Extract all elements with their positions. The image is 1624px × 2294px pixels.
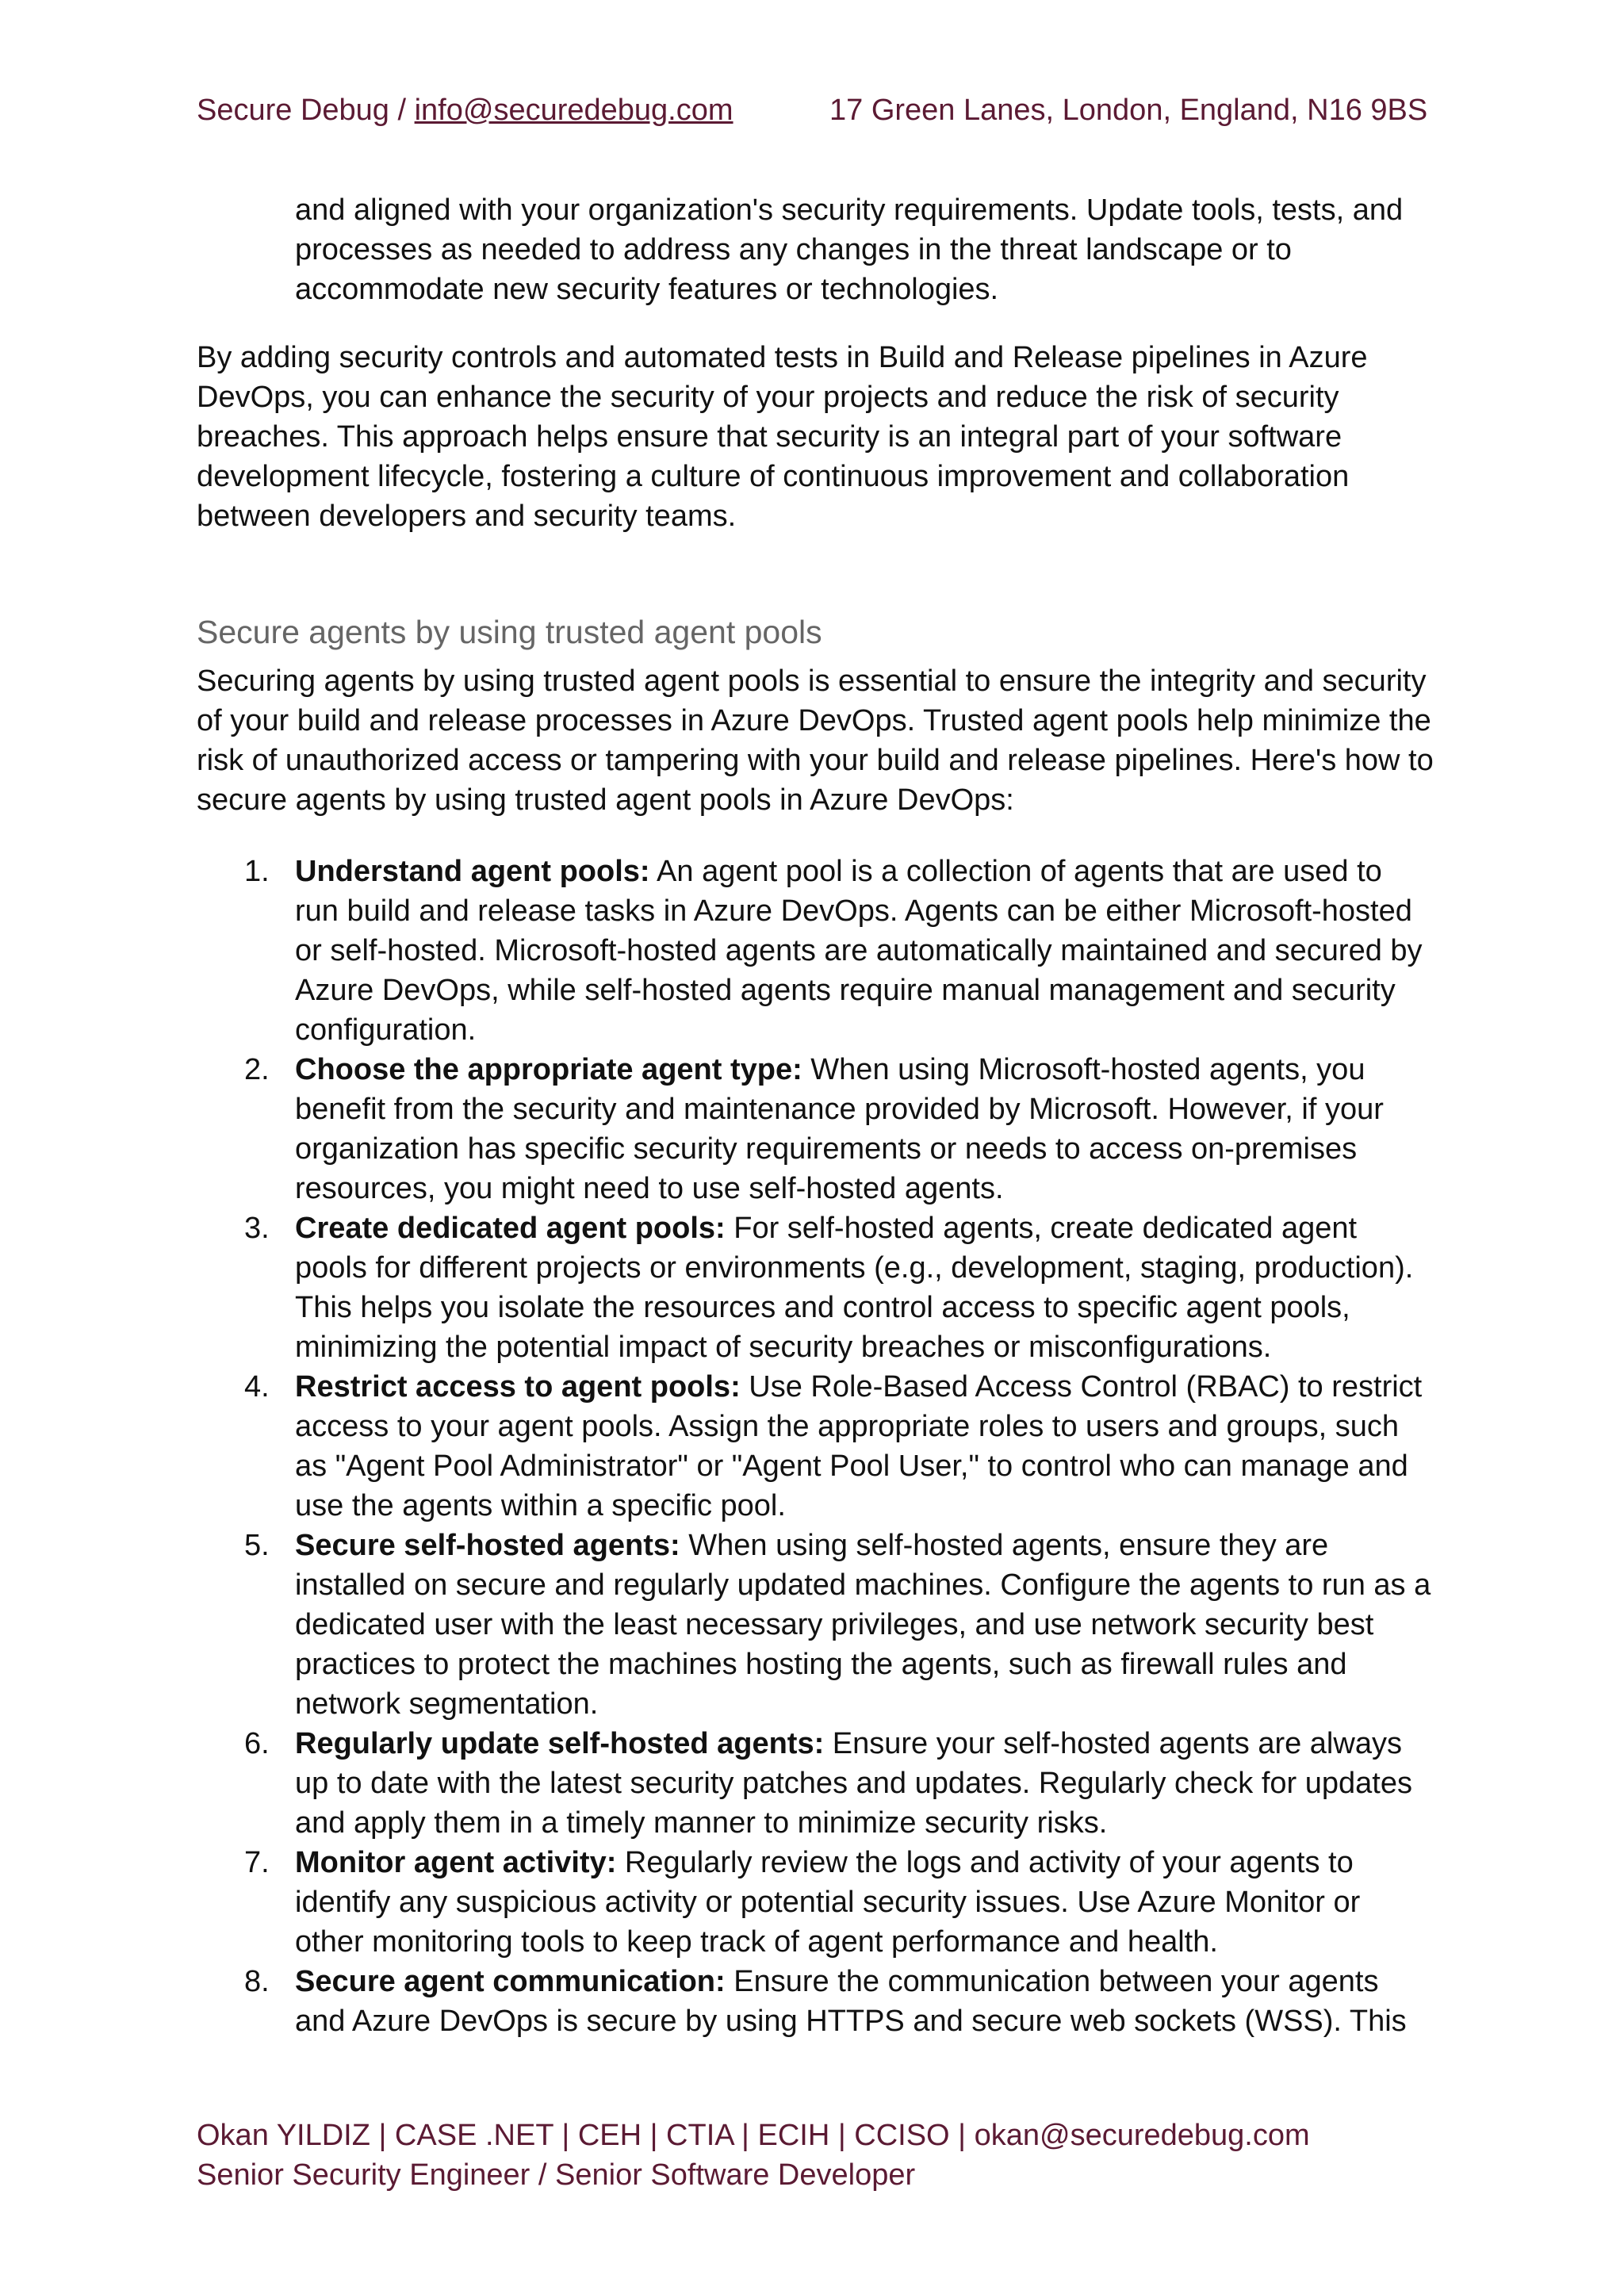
list-term: Secure self-hosted agents:	[295, 1529, 680, 1562]
page-header	[197, 94, 1427, 141]
list-item	[197, 1526, 1434, 1724]
document-body	[197, 190, 1434, 2041]
header-email-link[interactable]: info@securedebug.com	[414, 94, 733, 127]
list-number: 4.	[244, 1370, 270, 1404]
list-text: When using self-hosted agents, ensure they are installed on secure and regularly updated machines. Configure the agents to run as a dedicated user with the least necessary privileges, and use network security best practices to protect the machines hosting the agents, such as firewall rules and network segmentation.	[295, 1529, 1431, 1721]
list-term: Secure agent communication:	[295, 1965, 726, 1998]
list-number: 6.	[244, 1727, 270, 1760]
list-term: Monitor agent activity:	[295, 1846, 617, 1879]
list-item	[197, 1367, 1434, 1526]
list-number: 7.	[244, 1846, 270, 1879]
list-number: 2.	[244, 1053, 270, 1086]
list-number: 1.	[244, 855, 270, 888]
list-number: 3.	[244, 1212, 270, 1245]
list-number: 5.	[244, 1529, 270, 1562]
list-text: Ensure your self-hosted agents are always up to date with the latest security patches and updates. Regularly check for updates and apply them in a timely manner to minimize security risks.	[295, 1727, 1412, 1840]
list-item	[197, 1050, 1434, 1208]
page-footer	[197, 2116, 1465, 2195]
section-heading: Secure agents by using trusted agent pools	[197, 614, 822, 650]
list-text: Ensure the communication between your agents and Azure DevOps is secure by using HTTPS and secure web sockets (WSS). This	[295, 1965, 1407, 2038]
header-address: 17 Green Lanes, London, England, N16 9BS	[829, 94, 1428, 127]
list-item	[197, 1208, 1434, 1367]
list-term: Restrict access to agent pools:	[295, 1370, 741, 1404]
summary-paragraph: By adding security controls and automated tests in Build and Release pipelines in Azure DevOps, you can enhance the security of your projects and reduce the risk of security breaches. This approach helps ensure that security is an integral part of your software development lifecycle, fostering a culture of continuous improvement and collaboration between developers and security teams.	[197, 341, 1368, 533]
footer-author-line: Okan YILDIZ | CASE .NET | CEH | CTIA | ECIH | CCISO | okan@securedebug.com	[197, 2119, 1310, 2152]
list-text: For self-hosted agents, create dedicated agent pools for different projects or environments (e.g., development, staging, production). This helps you isolate the resources and control access to specific agent pools, minimizing the potential impact of security breaches or misconfigurations.	[295, 1212, 1414, 1364]
header-company	[197, 94, 733, 128]
list-text: Use Role-Based Access Control (RBAC) to restrict access to your agent pools. Assign the appropriate roles to users and groups, such as "Agent Pool Administrator" or "Agent Pool User," to control who can manage and use the agents within a specific pool.	[295, 1370, 1423, 1522]
continued-list-text: and aligned with your organization's security requirements. Update tools, tests, and processes as needed to address any changes in the threat landscape or to accommodate new security features or technologies.	[295, 193, 1404, 306]
list-item	[197, 1724, 1434, 1843]
list-term: Regularly update self-hosted agents:	[295, 1727, 825, 1760]
list-term: Understand agent pools:	[295, 855, 650, 888]
list-number: 8.	[244, 1965, 270, 1998]
list-item	[197, 1843, 1434, 1962]
list-text: When using Microsoft-hosted agents, you benefit from the security and maintenance provided by Microsoft. However, if your organization has specific security requirements or needs to access on-premises resources, you might need to use self-hosted agents.	[295, 1053, 1384, 1205]
steps-list	[197, 852, 1434, 2041]
intro-paragraph: Securing agents by using trusted agent pools is essential to ensure the integrity and security of your build and release processes in Azure DevOps. Trusted agent pools help minimize the risk of unauthorized access or tampering with your build and release pipelines. Here's how to secure agents by using trusted agent pools in Azure DevOps:	[197, 664, 1434, 817]
list-item	[197, 852, 1434, 1050]
list-term: Create dedicated agent pools:	[295, 1212, 726, 1245]
list-term: Choose the appropriate agent type:	[295, 1053, 802, 1086]
footer-role-line: Senior Security Engineer / Senior Software Developer	[197, 2158, 916, 2192]
list-item	[197, 1962, 1434, 2041]
list-text: Regularly review the logs and activity of your agents to identify any suspicious activity or potential security issues. Use Azure Monitor or other monitoring tools to keep track of agent performance and health.	[295, 1846, 1361, 1959]
list-text: An agent pool is a collection of agents that are used to run build and release tasks in Azure DevOps. Agents can be either Microsoft-hosted or self-hosted. Microsoft-hosted agents are automatically maintained and secured by Azure DevOps, while self-hosted agents require manual management and security configuration.	[295, 855, 1423, 1047]
header-company-name: Secure Debug /	[197, 94, 415, 127]
